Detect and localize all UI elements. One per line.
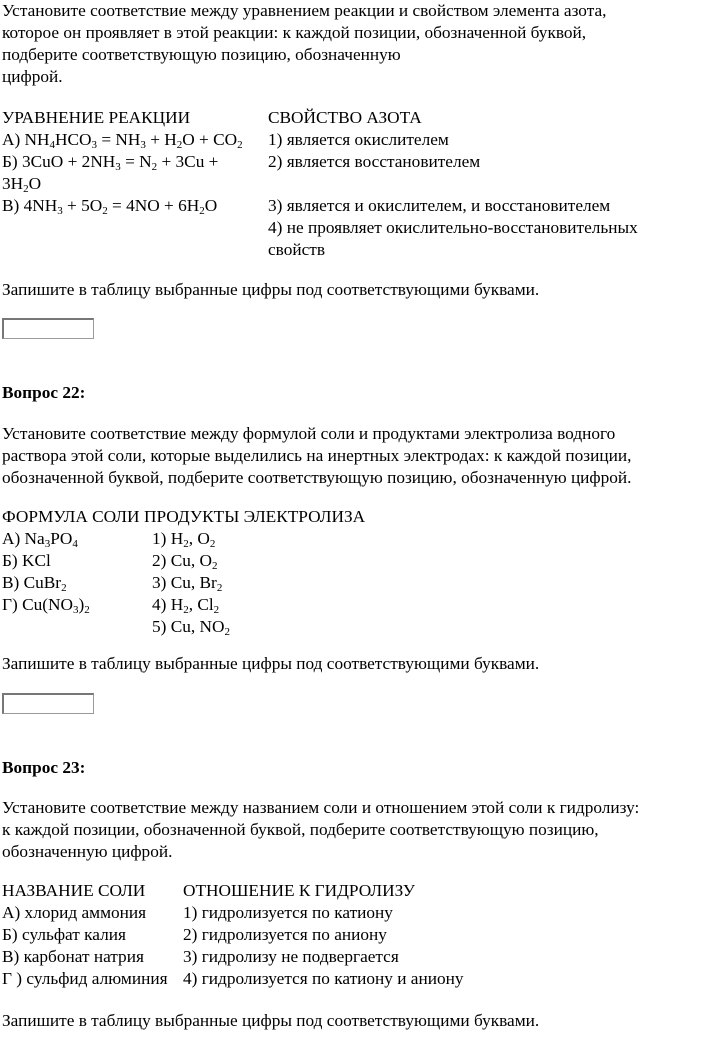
q23-salt-a: А) хлорид аммония: [2, 903, 147, 922]
q23-salt-c: В) карбонат натрия: [2, 947, 144, 966]
q21-intro-line: цифрой.: [2, 67, 63, 86]
q23-intro-line: Установите соответствие между названием соли и отношением этой соли к гидролизу:: [2, 798, 640, 817]
q21-intro-line: подберите соответствующую позицию, обозначенную: [2, 45, 401, 64]
q23-intro-line: обозначенную цифрой.: [2, 842, 173, 861]
q22-answer-field[interactable]: [2, 693, 94, 714]
q23-option: 4) гидролизуется по катиону и аниону: [183, 969, 464, 988]
q21-intro-line: Установите соответствие между уравнением реакции и свойством элемента азота,: [2, 1, 607, 20]
q22-col2-header: ПРОДУКТЫ ЭЛЕКТРОЛИЗА: [144, 507, 366, 526]
q23-col1-header: НАЗВАНИЕ СОЛИ: [2, 881, 146, 900]
q22-intro-line: Установите соответствие между формулой соли и продуктами электролиза водного: [2, 424, 616, 443]
q22-option: 2) Cu, $O_2$: [152, 551, 218, 572]
q23-footer: Запишите в таблицу выбранные цифры под соответствующими буквами.: [2, 1011, 540, 1030]
q23-option: 3) гидролизу не подвергается: [183, 947, 399, 966]
q21-equation-b-cont: $3H_2O$: [2, 174, 42, 195]
q22-footer: Запишите в таблицу выбранные цифры под соответствующими буквами.: [2, 654, 540, 673]
q23-option: 1) гидролизуется по катиону: [183, 903, 393, 922]
q22-formula-a: А) $Na_3PO_4$: [2, 529, 78, 550]
q23-col2-header: ОТНОШЕНИЕ К ГИДРОЛИЗУ: [183, 881, 416, 900]
q22-title: Вопрос 22:: [2, 383, 86, 402]
q21-option-cont: свойств: [268, 240, 325, 259]
q22-option: 4) $H_2$, $Cl_2$: [152, 595, 220, 616]
q21-equation-a: А) $NH_4HCO_3 = NH_3 + H_2O + CO_2$: [2, 130, 243, 151]
q21-option: 1) является окислителем: [268, 130, 449, 149]
q21-intro-line: которое он проявляет в этой реакции: к каждой позиции, обозначенной буквой,: [2, 23, 587, 42]
q21-option: 2) является восстановителем: [268, 152, 481, 171]
q22-intro-line: обозначенной буквой, подберите соответствующую позицию, обозначенную цифрой.: [2, 468, 632, 487]
q21-footer: Запишите в таблицу выбранные цифры под соответствующими буквами.: [2, 280, 540, 299]
q22-col1-header: ФОРМУЛА СОЛИ: [2, 507, 140, 526]
q21-answer-field[interactable]: [2, 318, 94, 339]
q23-salt-d: Г ) сульфид алюминия: [2, 969, 168, 988]
q22-option: 5) Cu, $NO_2$: [152, 617, 230, 638]
q23-salt-b: Б) сульфат калия: [2, 925, 126, 944]
q21-option: 4) не проявляет окислительно-восстановительных: [268, 218, 638, 237]
q21-equation-c: В) $4NH_3 + 5O_2 = 4NO + 6H_2O$: [2, 196, 218, 217]
q23-intro-line: к каждой позиции, обозначенной буквой, подберите соответствующую позицию,: [2, 820, 599, 839]
q23-title: Вопрос 23:: [2, 758, 86, 777]
q22-option: 3) Cu, $Br_2$: [152, 573, 223, 594]
q22-formula-d: Г) $Cu(NO_3)_2$: [2, 595, 90, 616]
q22-intro-line: раствора этой соли, которые выделились на инертных электродах: к каждой позиции,: [2, 446, 632, 465]
q21-equation-b: Б) $3CuO + 2NH_3 = N_2 + 3Cu$ +: [2, 152, 219, 173]
q22-formula-b: Б) KCl: [2, 551, 51, 570]
q21-col2-header: СВОЙСТВО АЗОТА: [268, 108, 422, 127]
q22-option: 1) $H_2$, $O_2$: [152, 529, 216, 550]
q21-col1-header: УРАВНЕНИЕ РЕАКЦИИ: [2, 108, 191, 127]
q21-option: 3) является и окислителем, и восстановителем: [268, 196, 611, 215]
q23-option: 2) гидролизуется по аниону: [183, 925, 387, 944]
q22-formula-c: В) CuBr$_2$: [2, 573, 67, 594]
